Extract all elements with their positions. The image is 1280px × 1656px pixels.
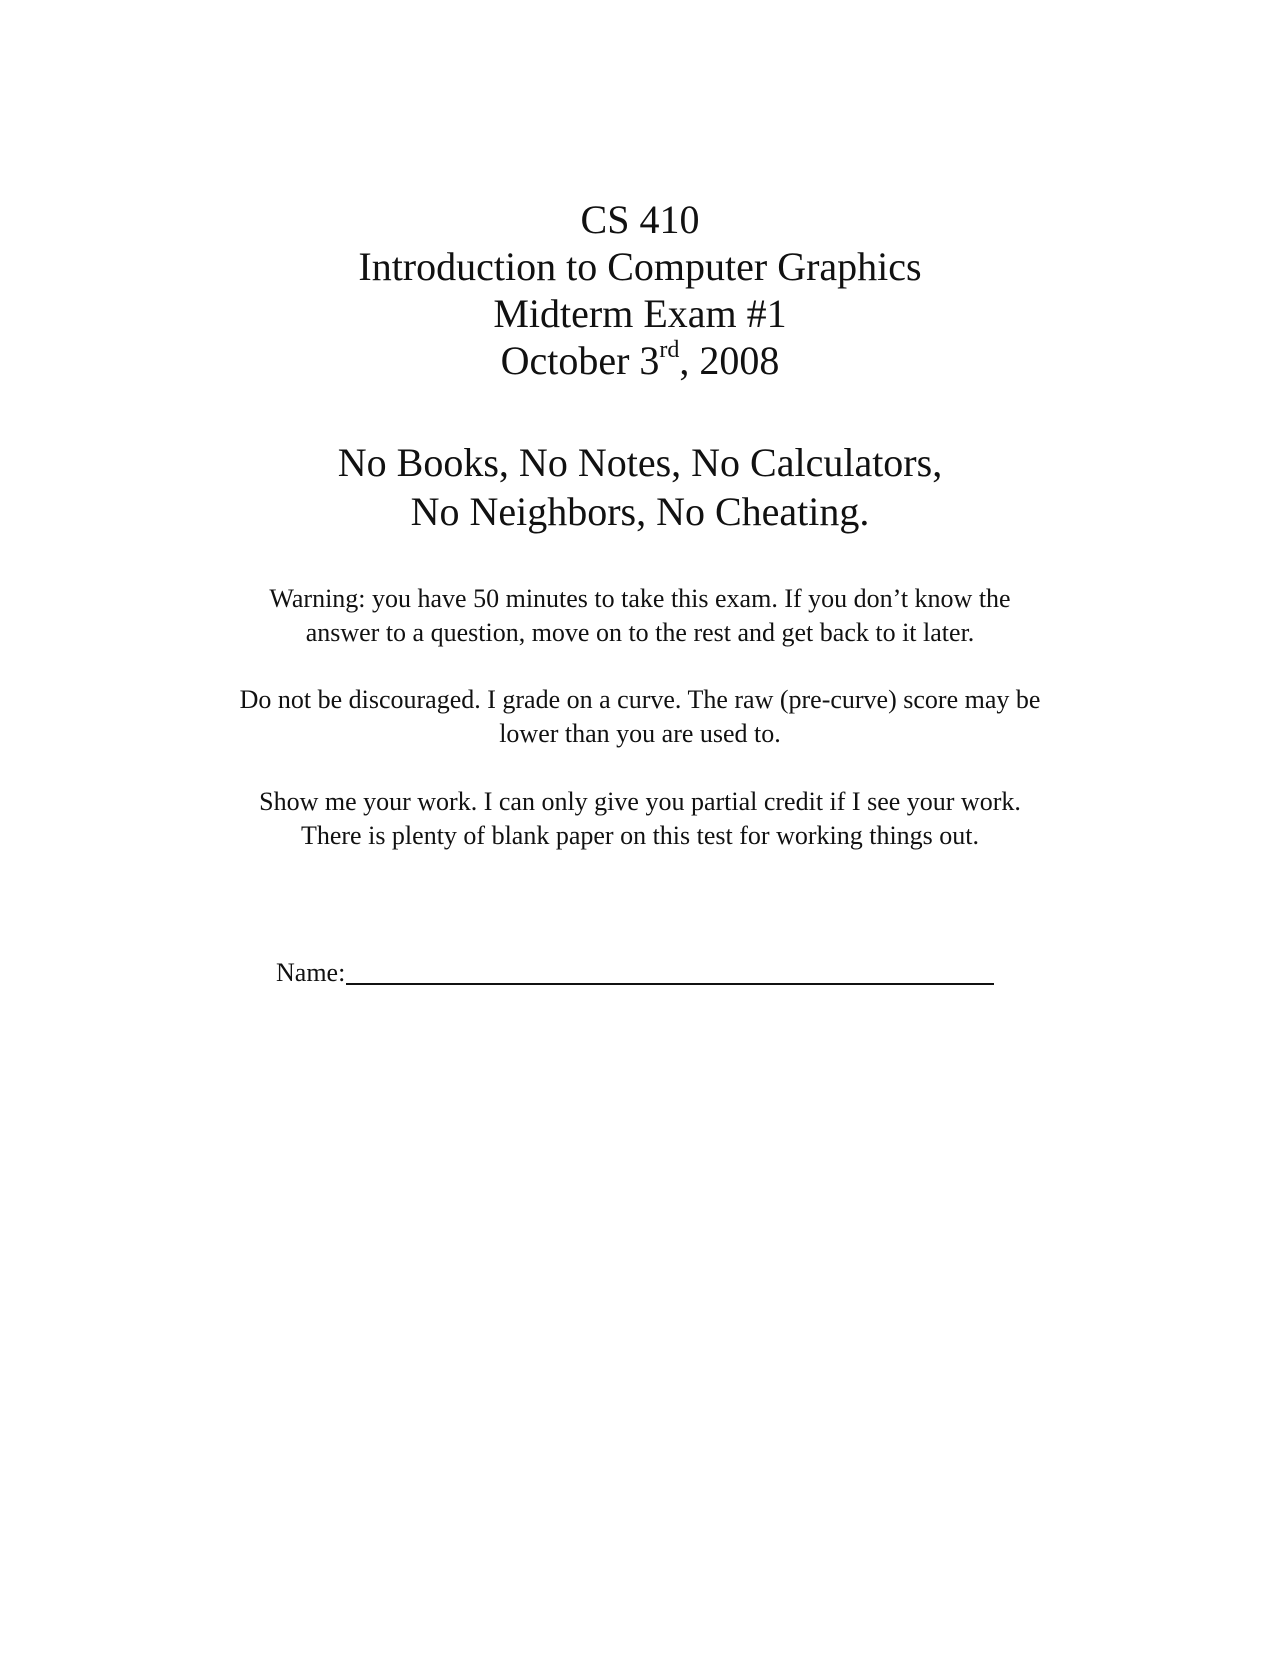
warning-line-2: answer to a question, move on to the rest and get back to it later. <box>305 618 975 647</box>
name-field <box>276 956 994 990</box>
work-line-2: There is plenty of blank paper on this test for working things out. <box>300 821 980 850</box>
curve-line-2: lower than you are used to. <box>499 719 781 748</box>
exam-header <box>0 196 1280 384</box>
exam-date-ordinal: rd <box>659 337 680 363</box>
rules-line-2: No Neighbors, No Cheating. <box>410 489 870 534</box>
course-title: Introduction to Computer Graphics <box>358 244 922 289</box>
exam-date-year: , 2008 <box>679 338 780 383</box>
work-line-1: Show me your work. I can only give you partial credit if I see your work. <box>259 787 1021 816</box>
show-work-paragraph <box>0 785 1280 853</box>
exam-date <box>0 337 1280 384</box>
curve-line-1: Do not be discouraged. I grade on a curve. The raw (pre-curve) score may be <box>239 685 1041 714</box>
rules-line-1: No Books, No Notes, No Calculators, <box>337 440 943 485</box>
exam-title: Midterm Exam #1 <box>493 291 787 336</box>
course-code: CS 410 <box>580 197 700 242</box>
warning-line-1: Warning: you have 50 minutes to take this exam. If you don’t know the <box>269 584 1011 613</box>
curve-paragraph <box>0 683 1280 751</box>
name-blank-line[interactable] <box>346 957 994 985</box>
exam-rules <box>0 438 1280 536</box>
exam-date-day: October 3 <box>500 338 660 383</box>
warning-paragraph <box>0 582 1280 650</box>
name-label: Name: <box>276 958 346 987</box>
